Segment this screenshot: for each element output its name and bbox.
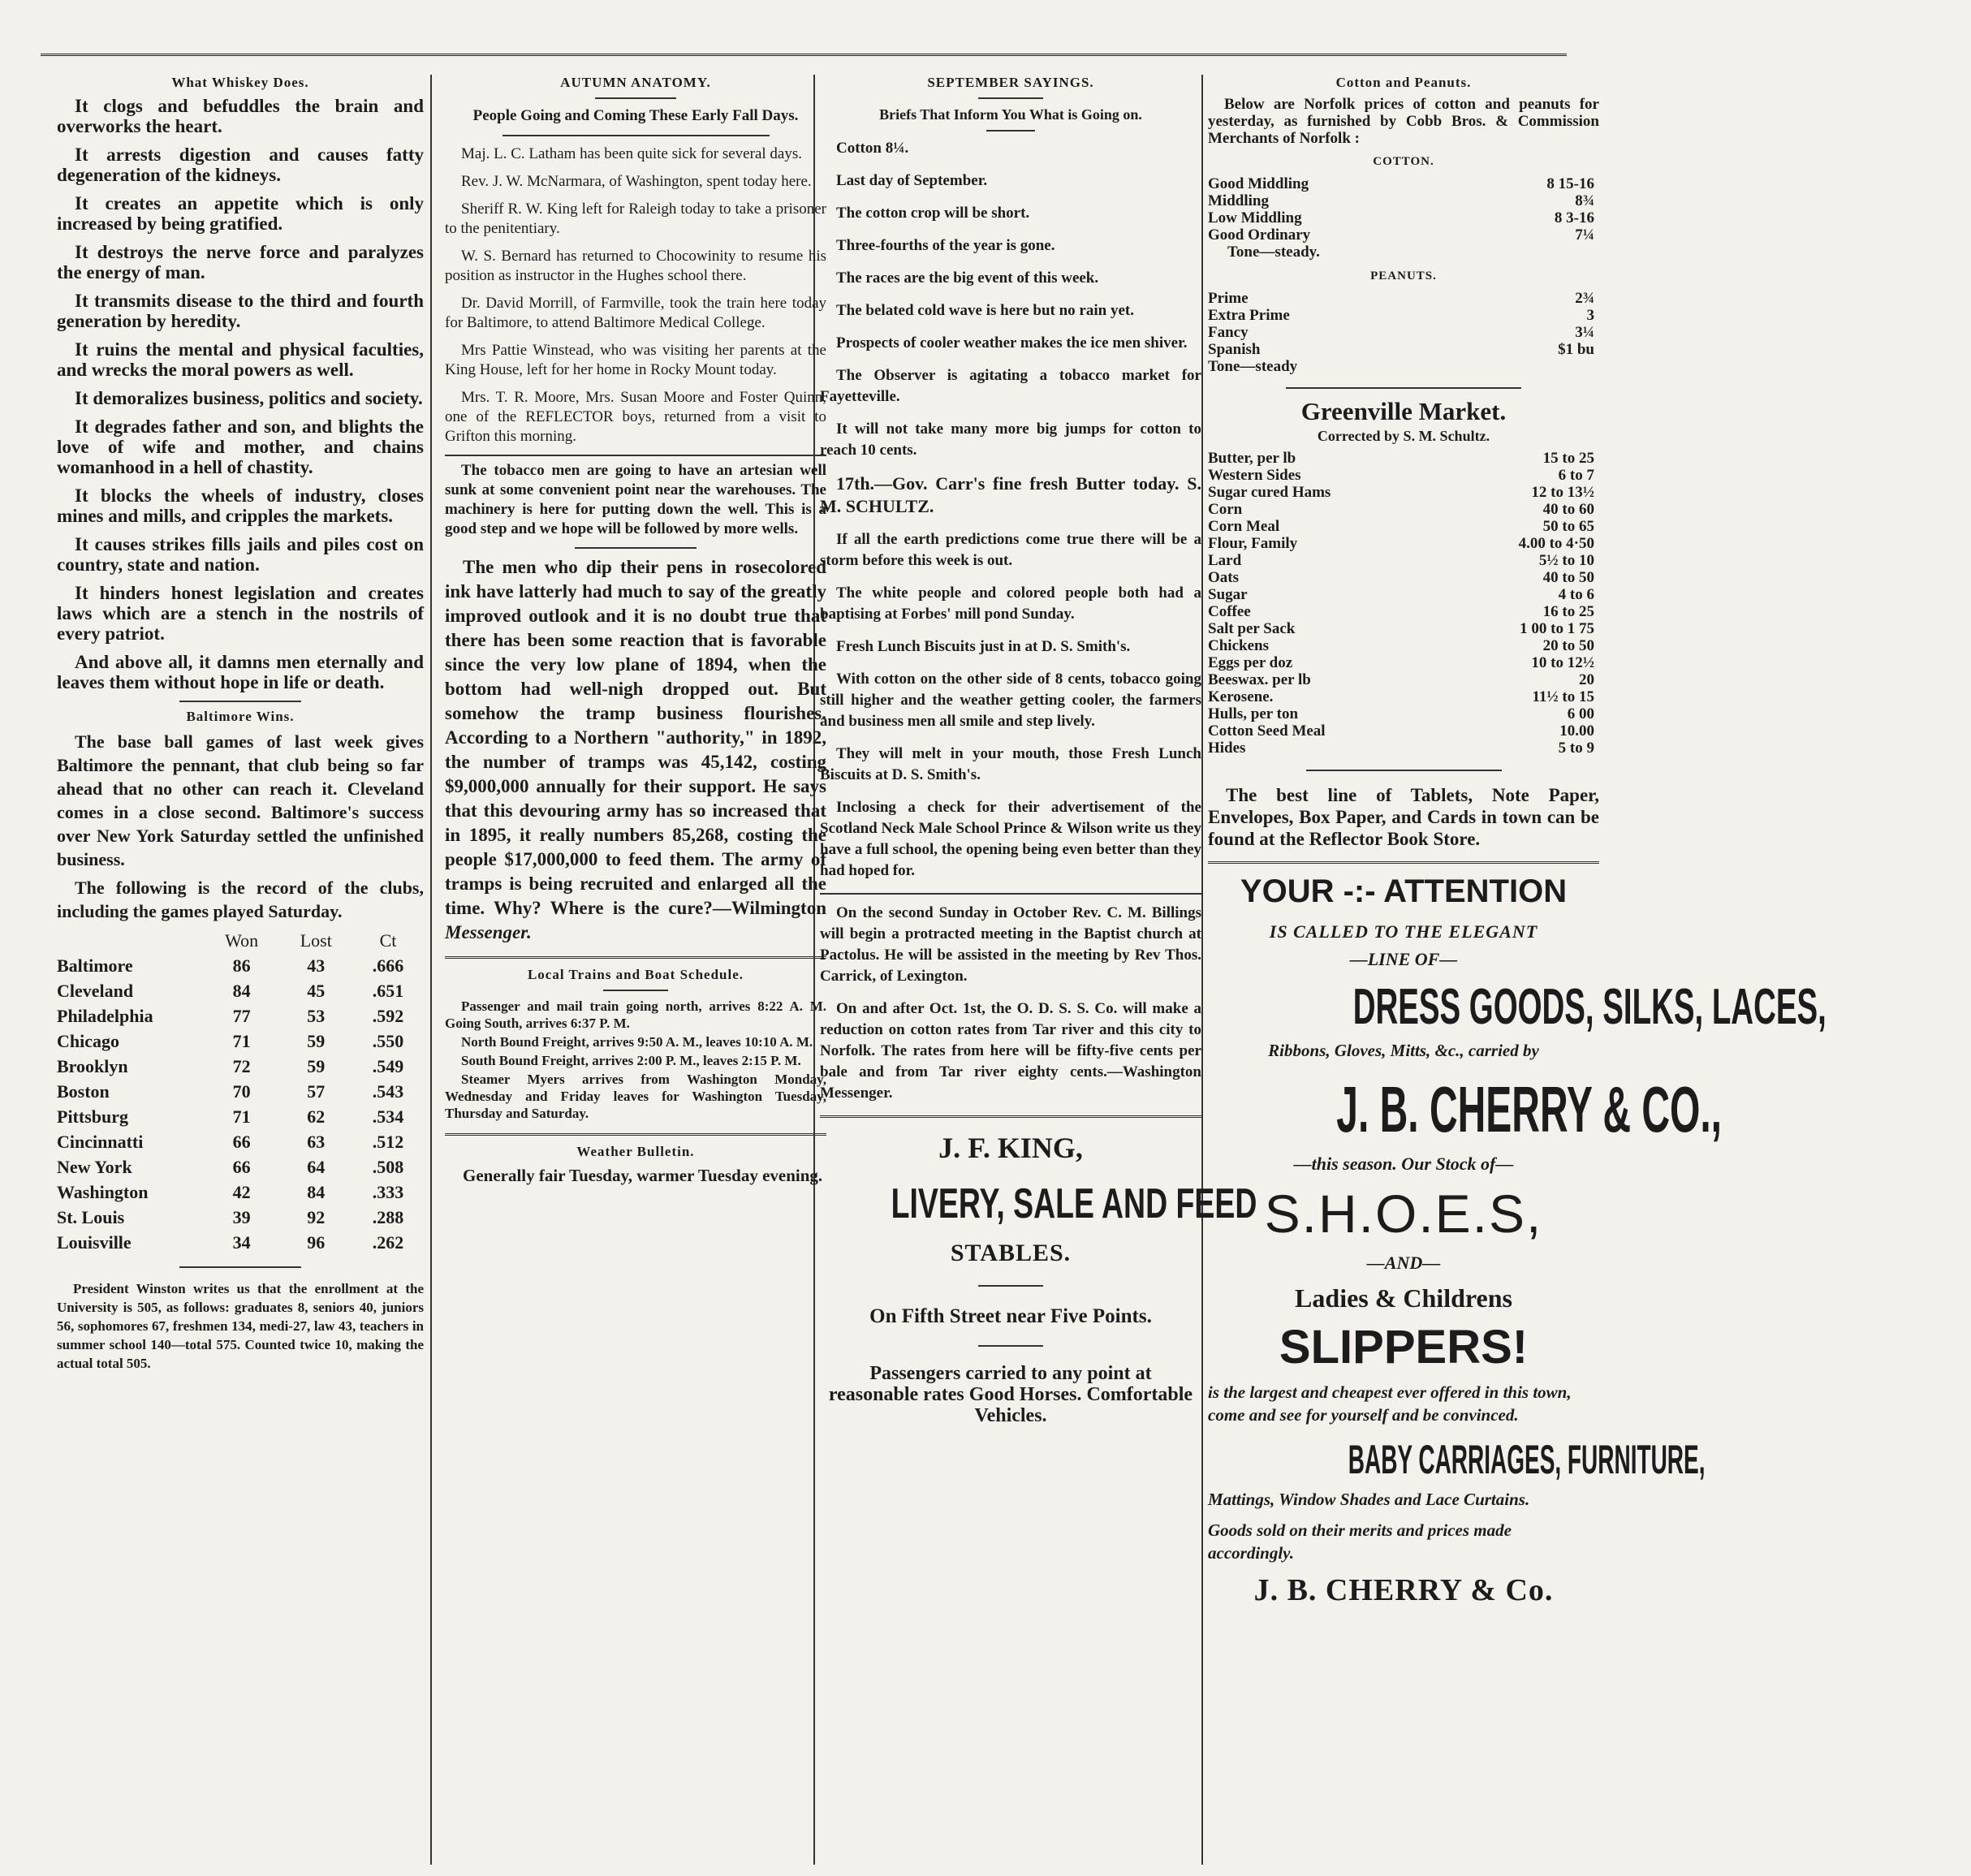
market-subheading: Corrected by S. M. Schultz. bbox=[1317, 428, 1490, 444]
price-row bbox=[1208, 654, 1599, 671]
team-name: St. Louis bbox=[57, 1207, 125, 1227]
price-row bbox=[1208, 501, 1599, 518]
stat-cell: .592 bbox=[372, 1006, 404, 1026]
column-header: Won bbox=[225, 930, 259, 951]
price-value: 6 to 7 bbox=[1558, 467, 1594, 484]
price-row bbox=[1208, 518, 1599, 535]
price-value: 3¼ bbox=[1575, 324, 1594, 341]
table-row bbox=[57, 1104, 424, 1129]
stat-cell: 70 bbox=[232, 1081, 251, 1102]
price-value: 1 00 to 1 75 bbox=[1520, 620, 1594, 637]
price-row bbox=[1208, 688, 1599, 705]
price-value: 20 bbox=[1579, 671, 1594, 688]
article-paragraph: It transmits disease to the third and fourth generation by heredity. bbox=[57, 291, 424, 331]
news-item: Prospects of cooler weather makes the ice men shiver. bbox=[836, 334, 1188, 351]
article-paragraph: And above all, it damns men eternally and leaves them without hope in life or death. bbox=[57, 652, 424, 692]
king-business: LIVERY, SALE AND FEED bbox=[891, 1180, 1257, 1227]
largest-text: is the largest and cheapest ever offered in this town, come and see for yourself and be convinced. bbox=[1208, 1382, 1572, 1425]
price-value: 8 3-16 bbox=[1554, 209, 1594, 226]
news-item: If all the earth predictions come true there will be a storm before this week is out. bbox=[820, 531, 1201, 569]
price-item: Spanish bbox=[1208, 341, 1261, 358]
price-item: Kerosene. bbox=[1208, 688, 1274, 705]
section-rule bbox=[179, 701, 301, 702]
train-entry: Passenger and mail train going north, arrives 8:22 A. M. Going South, arrives 6:37 P. M. bbox=[445, 998, 826, 1031]
price-item: Sugar cured Hams bbox=[1208, 484, 1331, 501]
price-row bbox=[1208, 450, 1599, 467]
price-item: Fancy bbox=[1208, 324, 1249, 341]
price-item: Western Sides bbox=[1208, 467, 1301, 484]
stat-cell: 64 bbox=[307, 1157, 326, 1177]
stat-cell: 84 bbox=[307, 1182, 326, 1202]
whiskey-heading: What Whiskey Does. bbox=[171, 75, 309, 90]
price-item: Corn bbox=[1208, 501, 1243, 518]
tramp-paragraph bbox=[445, 555, 826, 945]
news-item: It will not take many more big jumps for cotton to reach 10 cents. bbox=[820, 420, 1201, 459]
whiskey-article bbox=[57, 96, 424, 692]
news-item: Sheriff R. W. King left for Raleigh today to take a prisoner to the penitentiary. bbox=[445, 201, 826, 237]
cotton-intro: Below are Norfolk prices of cotton and peanuts for yesterday, as furnished by Cobb Bros. & Commission Merchants of Norfolk : bbox=[1208, 96, 1599, 147]
king-footer: Passengers carried to any point at reasonable rates Good Horses. Comfortable Vehicles. bbox=[828, 1363, 1193, 1426]
butter-ad: 17th.—Gov. Carr's fine fresh Butter today. S. M. SCHULTZ. bbox=[820, 473, 1201, 516]
stat-cell: 63 bbox=[307, 1132, 326, 1152]
price-row bbox=[1208, 637, 1599, 654]
price-item: Sugar bbox=[1208, 586, 1248, 603]
article-paragraph: It destroys the nerve force and paralyzes the energy of man. bbox=[57, 242, 424, 282]
price-item: Chickens bbox=[1208, 637, 1269, 654]
price-item: Hulls, per ton bbox=[1208, 705, 1299, 722]
article-paragraph: It creates an appetite which is only increased by being gratified. bbox=[57, 193, 424, 234]
winston-paragraph: President Winston writes us that the enrollment at the University is 505, as follows: graduates 8, seniors 40, juniors 56, sophomores 67, freshmen 134, medi-27, law 43, teachers in summer school 140—total 575. Counted twice 10, making the actual total 505. bbox=[57, 1281, 424, 1371]
stat-cell: .288 bbox=[372, 1207, 404, 1227]
price-row bbox=[1208, 341, 1599, 358]
section-rule bbox=[978, 1345, 1043, 1347]
article-paragraph: It arrests digestion and causes fatty degeneration of the kidneys. bbox=[57, 144, 424, 185]
price-item: Coffee bbox=[1208, 603, 1251, 620]
price-row bbox=[1208, 552, 1599, 569]
news-item: Dr. David Morrill, of Farmville, took the train here today for Baltimore, to attend Baltimore Medical College. bbox=[445, 295, 826, 331]
standings-table bbox=[57, 928, 424, 1255]
market-price-table bbox=[1208, 450, 1599, 757]
price-row bbox=[1208, 175, 1599, 192]
price-value: 20 to 50 bbox=[1542, 637, 1594, 654]
price-value: 8 15-16 bbox=[1546, 175, 1594, 192]
price-row bbox=[1208, 705, 1599, 722]
table-row bbox=[57, 1205, 424, 1230]
and-text: —AND— bbox=[1366, 1253, 1441, 1273]
stat-cell: 62 bbox=[307, 1106, 326, 1127]
section-rule bbox=[445, 956, 826, 959]
price-value: 4 to 6 bbox=[1558, 586, 1594, 603]
section-rule bbox=[179, 1266, 301, 1268]
column-2 bbox=[445, 75, 826, 1868]
ribbons-text: Ribbons, Gloves, Mitts, &c., carried by bbox=[1268, 1041, 1539, 1060]
stat-cell: .508 bbox=[372, 1157, 404, 1177]
stat-cell: .651 bbox=[372, 981, 404, 1001]
price-row bbox=[1208, 307, 1599, 324]
stat-cell: .512 bbox=[372, 1132, 404, 1152]
stat-cell: .666 bbox=[372, 955, 404, 976]
price-item: Cotton Seed Meal bbox=[1208, 722, 1326, 740]
tablets-ad: The best line of Tablets, Note Paper, Envelopes, Box Paper, and Cards in town can be found at the Reflector Book Store. bbox=[1208, 785, 1599, 849]
stat-cell: 45 bbox=[307, 981, 326, 1001]
news-item: With cotton on the other side of 8 cents, tobacco going still higher and the weather getting cooler, the farmers and business men all smile and step lively. bbox=[820, 671, 1201, 730]
column-4 bbox=[1208, 75, 1827, 1868]
price-value: 50 to 65 bbox=[1542, 518, 1594, 535]
price-row bbox=[1208, 535, 1599, 552]
line-of-text: —LINE OF— bbox=[1349, 949, 1458, 969]
team-name: Pittsburg bbox=[57, 1106, 128, 1127]
odss-paragraph: On and after Oct. 1st, the O. D. S. S. Co. will make a reduction on cotton rates from Tar river and this city to Norfolk. The rates from here will be fifty-five cents per bale and from Tar river eighty cents.—Washington Messenger. bbox=[820, 1000, 1201, 1102]
stat-cell: 92 bbox=[307, 1207, 326, 1227]
table-row bbox=[57, 1129, 424, 1154]
column-1 bbox=[57, 75, 424, 1868]
news-item: They will melt in your mouth, those Fresh Lunch Biscuits at D. S. Smith's. bbox=[820, 745, 1201, 783]
train-entry: Steamer Myers arrives from Washington Monday, Wednesday and Friday leaves for Washington Tuesday, Thursday and Saturday. bbox=[445, 1072, 826, 1121]
shoes-heading: S.H.O.E.S, bbox=[1264, 1184, 1543, 1244]
price-item: Lard bbox=[1208, 552, 1242, 569]
september-heading: SEPTEMBER SAYINGS. bbox=[927, 75, 1094, 90]
train-entry: South Bound Freight, arrives 2:00 P. M., leaves 2:15 P. M. bbox=[461, 1053, 801, 1068]
price-item: Prime bbox=[1208, 290, 1249, 307]
price-item: Good Ordinary bbox=[1208, 226, 1311, 244]
stat-cell: 77 bbox=[232, 1006, 251, 1026]
price-row bbox=[1208, 569, 1599, 586]
stat-cell: 39 bbox=[232, 1207, 251, 1227]
price-value: 2¾ bbox=[1575, 290, 1594, 307]
stat-cell: 59 bbox=[307, 1056, 326, 1076]
dress-goods-heading: DRESS GOODS, SILKS, LACES, bbox=[1352, 979, 1827, 1035]
price-value: 6 00 bbox=[1567, 705, 1594, 722]
article-paragraph: It blocks the wheels of industry, closes mines and mills, and cripples the markets. bbox=[57, 485, 424, 526]
section-rule bbox=[445, 455, 826, 456]
stat-cell: 96 bbox=[307, 1232, 326, 1253]
stat-cell: .333 bbox=[372, 1182, 404, 1202]
mattings-text: Mattings, Window Shades and Lace Curtains. bbox=[1208, 1490, 1530, 1509]
king-location: On Fifth Street near Five Points. bbox=[869, 1305, 1152, 1327]
price-value: 40 to 50 bbox=[1542, 569, 1594, 586]
price-value: 8¾ bbox=[1575, 192, 1594, 209]
price-item: Flour, Family bbox=[1208, 535, 1298, 552]
article-paragraph: The following is the record of the clubs, including the games played Saturday. bbox=[57, 878, 424, 921]
season-text: —this season. Our Stock of— bbox=[1293, 1154, 1514, 1174]
goods-text: Goods sold on their merits and prices made accordingly. bbox=[1208, 1520, 1512, 1563]
cotton-tone: Tone—steady. bbox=[1227, 244, 1320, 261]
price-row bbox=[1208, 620, 1599, 637]
team-name: Louisville bbox=[57, 1232, 132, 1253]
news-item: Three-fourths of the year is gone. bbox=[836, 237, 1055, 254]
ladies-text: Ladies & Childrens bbox=[1295, 1283, 1512, 1313]
price-row bbox=[1208, 603, 1599, 620]
slippers-heading: SLIPPERS! bbox=[1279, 1321, 1529, 1374]
news-item: The belated cold wave is here but no rain yet. bbox=[836, 302, 1134, 319]
price-item: Low Middling bbox=[1208, 209, 1302, 226]
price-row bbox=[1208, 722, 1599, 740]
table-row bbox=[57, 978, 424, 1003]
news-item: The white people and colored people both had a baptising at Forbes' mill pond Sunday. bbox=[820, 584, 1201, 623]
stat-cell: 59 bbox=[307, 1031, 326, 1051]
news-item: The races are the big event of this week. bbox=[836, 270, 1099, 287]
price-item: Butter, per lb bbox=[1208, 450, 1296, 467]
section-rule bbox=[1286, 387, 1520, 389]
price-row bbox=[1208, 671, 1599, 688]
peanut-price-table bbox=[1208, 290, 1599, 358]
stat-cell: 86 bbox=[232, 955, 251, 976]
baltimore-heading: Baltimore Wins. bbox=[186, 709, 295, 724]
stat-cell: 66 bbox=[232, 1157, 251, 1177]
price-item: Oats bbox=[1208, 569, 1239, 586]
article-paragraph: It clogs and befuddles the brain and overworks the heart. bbox=[57, 96, 424, 136]
tobacco-paragraph: The tobacco men are going to have an artesian well sunk at some convenient point near the warehouses. The machinery is here for putting down the well. This is a good step and we hope will be followed by more wells. bbox=[445, 462, 826, 537]
team-name: New York bbox=[57, 1157, 132, 1177]
price-item: Hides bbox=[1208, 740, 1246, 757]
price-row bbox=[1208, 324, 1599, 341]
autumn-subheading: People Going and Coming These Early Fall Days. bbox=[472, 107, 799, 124]
price-value: 10 to 12½ bbox=[1531, 654, 1594, 671]
news-item: W. S. Bernard has returned to Chocowinity to resume his position as instructor in the Hughes school there. bbox=[445, 248, 826, 284]
price-value: 12 to 13½ bbox=[1531, 484, 1594, 501]
section-rule bbox=[820, 893, 1201, 895]
stat-cell: .262 bbox=[372, 1232, 404, 1253]
stat-cell: 71 bbox=[232, 1106, 251, 1127]
table-header-row bbox=[57, 928, 424, 953]
attention-heading: YOUR -:- ATTENTION bbox=[1240, 873, 1568, 909]
team-name: Chicago bbox=[57, 1031, 119, 1051]
weather-heading: Weather Bulletin. bbox=[576, 1144, 695, 1159]
section-rule bbox=[595, 97, 676, 99]
peanuts-label: PEANUTS. bbox=[1370, 270, 1437, 282]
price-value: 5½ to 10 bbox=[1538, 552, 1594, 569]
stat-cell: 53 bbox=[307, 1006, 326, 1026]
price-value: $1 bu bbox=[1558, 341, 1594, 358]
price-row bbox=[1208, 586, 1599, 603]
stat-cell: 34 bbox=[232, 1232, 251, 1253]
cotton-label: COTTON. bbox=[1373, 155, 1434, 168]
stat-cell: 72 bbox=[232, 1056, 251, 1076]
stat-cell: 66 bbox=[232, 1132, 251, 1152]
table-row bbox=[57, 1154, 424, 1180]
stat-cell: 71 bbox=[232, 1031, 251, 1051]
news-item: Last day of September. bbox=[836, 172, 988, 189]
price-item: Corn Meal bbox=[1208, 518, 1280, 535]
table-row bbox=[57, 1003, 424, 1029]
section-rule bbox=[445, 1133, 826, 1136]
team-name: Cleveland bbox=[57, 981, 134, 1001]
team-name: Philadelphia bbox=[57, 1006, 153, 1026]
column-header bbox=[57, 928, 204, 953]
king-stables: STABLES. bbox=[950, 1240, 1072, 1266]
team-name: Cincinnatti bbox=[57, 1132, 144, 1152]
tramp-text: The men who dip their pens in rosecolored ink have latterly had much to say of the greatly improved outlook and it is no doubt true that there has been some reaction that is favorable since the very low plane of 1894, when the bottom had well-nigh dropped out. But somehow the tramp business flourishes. According to a Northern "authority," in 1892, the number of tramps was 45,142, costing $9,000,000 annually for their support. He says that this devouring army has so increased that in 1895, it really numbers 85,268, costing the people $17,000,000 to feed them. The army of tramps is being recruited and enlarged all the time. Why? Where is the cure?—Wilmington bbox=[445, 557, 826, 918]
section-rule bbox=[502, 135, 770, 136]
price-row bbox=[1208, 192, 1599, 209]
september-subheading: Briefs That Inform You What is Going on. bbox=[879, 106, 1142, 123]
article-paragraph: It degrades father and son, and blights the love of wife and mother, and chains womanhood in a hell of chastity. bbox=[57, 416, 424, 477]
section-rule bbox=[1208, 861, 1599, 864]
price-value: 5 to 9 bbox=[1558, 740, 1594, 757]
team-name: Boston bbox=[57, 1081, 110, 1102]
column-header: Lost bbox=[300, 930, 332, 951]
price-value: 11½ to 15 bbox=[1532, 688, 1594, 705]
stat-cell: .543 bbox=[372, 1081, 404, 1102]
article-paragraph: It hinders honest legislation and creates laws which are a stench in the nostrils of every patriot. bbox=[57, 583, 424, 644]
price-item: Beeswax. per lb bbox=[1208, 671, 1311, 688]
article-paragraph: It demoralizes business, politics and society. bbox=[75, 388, 423, 408]
price-value: 3 bbox=[1586, 307, 1594, 324]
table-row bbox=[57, 953, 424, 978]
price-row bbox=[1208, 209, 1599, 226]
king-name: J. F. KING, bbox=[938, 1132, 1083, 1164]
column-divider bbox=[1201, 75, 1203, 1865]
tramp-source: Messenger. bbox=[445, 922, 532, 942]
column-divider bbox=[430, 75, 432, 1865]
news-item: The cotton crop will be short. bbox=[836, 205, 1030, 222]
news-item: The Observer is agitating a tobacco market for Fayetteville. bbox=[820, 367, 1201, 405]
news-item: Maj. L. C. Latham has been quite sick for several days. bbox=[461, 145, 802, 162]
cotton-price-table bbox=[1208, 175, 1599, 244]
peanuts-tone: Tone—steady bbox=[1208, 358, 1298, 375]
article-paragraph: It ruins the mental and physical faculties, and wrecks the moral powers as well. bbox=[57, 339, 424, 380]
market-heading: Greenville Market. bbox=[1300, 397, 1507, 425]
section-rule bbox=[575, 547, 697, 549]
stat-cell: 43 bbox=[307, 955, 326, 976]
baby-carriages-heading: BABY CARRIAGES, FURNITURE, bbox=[1348, 1437, 1706, 1482]
team-name: Baltimore bbox=[57, 955, 133, 976]
column-header: Ct bbox=[379, 930, 397, 951]
stat-cell: .550 bbox=[372, 1031, 404, 1051]
news-item: Cotton 8¼. bbox=[836, 140, 909, 157]
trains-heading: Local Trains and Boat Schedule. bbox=[527, 967, 744, 982]
cherry-ad bbox=[1208, 873, 1827, 1608]
section-rule bbox=[820, 1115, 1201, 1118]
price-value: 4.00 to 4·50 bbox=[1518, 535, 1594, 552]
stat-cell: 57 bbox=[307, 1081, 326, 1102]
called-text: IS CALLED TO THE ELEGANT bbox=[1269, 921, 1538, 942]
team-name: Brooklyn bbox=[57, 1056, 128, 1076]
cotton-heading: Cotton and Peanuts. bbox=[1335, 75, 1472, 90]
price-value: 10.00 bbox=[1559, 722, 1594, 740]
table-row bbox=[57, 1230, 424, 1255]
price-value: 16 to 25 bbox=[1542, 603, 1594, 620]
section-rule bbox=[978, 1285, 1043, 1287]
page-top-rule bbox=[41, 54, 1567, 56]
stat-cell: 84 bbox=[232, 981, 251, 1001]
billings-paragraph: On the second Sunday in October Rev. C. M. Billings will begin a protracted meeting in the Baptist church at Pactolus. He will be assisted in the meeting by Rev Thos. Carrick, of Lexington. bbox=[820, 904, 1201, 985]
section-rule bbox=[978, 97, 1043, 99]
table-row bbox=[57, 1054, 424, 1079]
price-row bbox=[1208, 740, 1599, 757]
price-value: 15 to 25 bbox=[1542, 450, 1594, 467]
stat-cell: .534 bbox=[372, 1106, 404, 1127]
table-row bbox=[57, 1180, 424, 1205]
stat-cell: 42 bbox=[232, 1182, 251, 1202]
team-name: Washington bbox=[57, 1182, 149, 1202]
king-livery-ad bbox=[820, 1131, 1257, 1426]
price-value: 7¼ bbox=[1575, 226, 1594, 244]
table-row bbox=[57, 1079, 424, 1104]
train-entry: North Bound Freight, arrives 9:50 A. M., leaves 10:10 A. M. bbox=[461, 1034, 813, 1050]
price-row bbox=[1208, 467, 1599, 484]
price-item: Extra Prime bbox=[1208, 307, 1290, 324]
news-item: Mrs Pattie Winstead, who was visiting her parents at the King House, left for her home in Rocky Mount today. bbox=[445, 342, 826, 378]
price-row bbox=[1208, 226, 1599, 244]
cherry-company-heading: J. B. CHERRY & CO., bbox=[1336, 1073, 1722, 1145]
news-item: Mrs. T. R. Moore, Mrs. Susan Moore and Foster Quinn, one of the REFLECTOR boys, returned from a visit to Grifton this morning. bbox=[445, 389, 826, 445]
section-rule bbox=[1306, 770, 1502, 771]
news-item: Fresh Lunch Biscuits just in at D. S. Smith's. bbox=[836, 638, 1131, 655]
article-paragraph: The base ball games of last week gives Baltimore the pennant, that club being so far ahead that no other can reach it. Cleveland comes in a close second. Baltimore's success over New York Saturday settled the unfinished business. bbox=[57, 731, 424, 869]
table-row bbox=[57, 1029, 424, 1054]
article-paragraph: It causes strikes fills jails and piles cost on country, state and nation. bbox=[57, 534, 424, 575]
stat-cell: .549 bbox=[372, 1056, 404, 1076]
price-row bbox=[1208, 290, 1599, 307]
price-item: Middling bbox=[1208, 192, 1269, 209]
autumn-heading: AUTUMN ANATOMY. bbox=[560, 75, 711, 90]
section-rule bbox=[603, 990, 668, 991]
price-item: Eggs per doz bbox=[1208, 654, 1293, 671]
price-value: 40 to 60 bbox=[1542, 501, 1594, 518]
cherry-signature: J. B. CHERRY & Co. bbox=[1253, 1573, 1554, 1607]
price-item: Good Middling bbox=[1208, 175, 1309, 192]
section-rule bbox=[986, 130, 1035, 132]
weather-text: Generally fair Tuesday, warmer Tuesday evening. bbox=[463, 1166, 823, 1185]
news-item: Inclosing a check for their advertisement of the Scotland Neck Male School Prince & Wilson write us they have a full school, the opening being even better than they had hoped for. bbox=[820, 799, 1201, 879]
price-row bbox=[1208, 484, 1599, 501]
price-item: Salt per Sack bbox=[1208, 620, 1296, 637]
news-item: Rev. J. W. McNarmara, of Washington, spent today here. bbox=[461, 173, 812, 190]
